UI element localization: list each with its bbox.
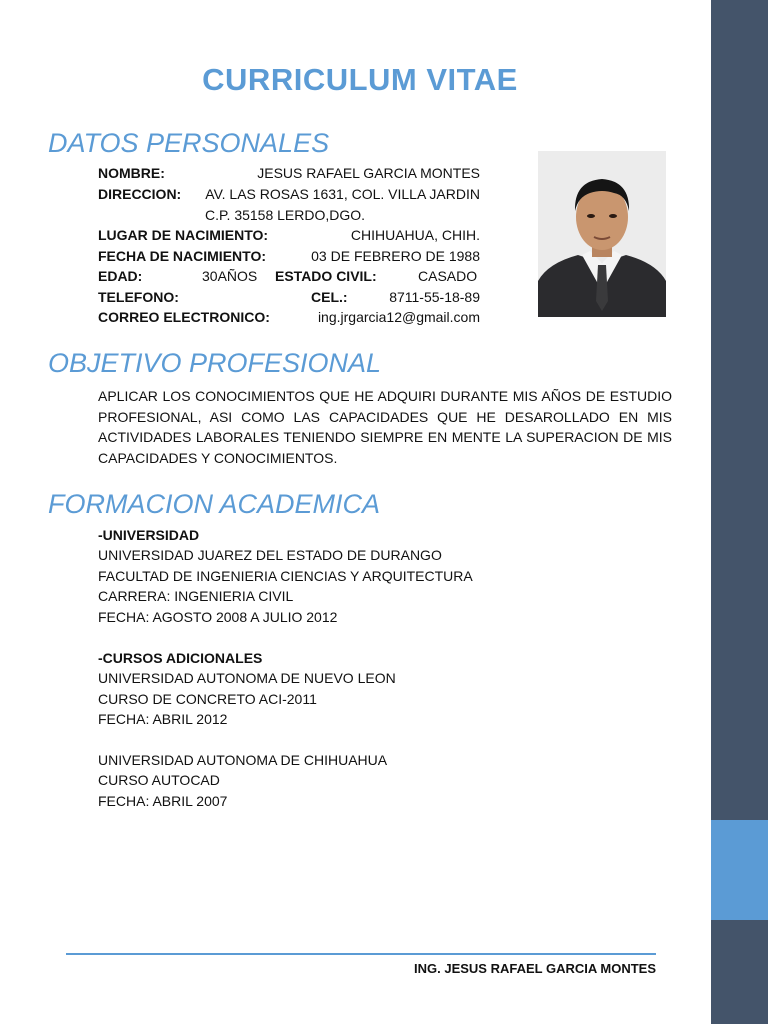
label-fecha-nacimiento: FECHA DE NACIMIENTO: <box>98 248 266 264</box>
course2-line: FECHA: ABRIL 2007 <box>98 793 228 809</box>
footer-divider <box>66 953 656 955</box>
value-direccion-line1: AV. LAS ROSAS 1631, COL. VILLA JARDIN <box>205 186 480 202</box>
sidebar-accent-block <box>711 820 768 920</box>
label-telefono: TELEFONO: <box>98 289 179 305</box>
objective-paragraph: APLICAR LOS CONOCIMIENTOS QUE HE ADQUIRI DURANTE MIS AÑOS DE ESTUDIO PROFESIONAL, ASI COMO LAS CAPACIDADES QUE HE DESAROLLADO EN MIS ACTIVIDADES LABORALES TENIENDO SIEMPRE EN MENTE LA SUPERACION DE MIS CAPACIDADES Y CONOCIMIENTOS. <box>98 388 672 466</box>
value-edad: 30AÑOS <box>202 268 258 284</box>
label-direccion: DIRECCION: <box>98 186 182 202</box>
profile-photo <box>538 151 666 317</box>
portrait-illustration <box>538 151 666 317</box>
value-nombre: JESUS RAFAEL GARCIA MONTES <box>257 165 480 181</box>
university-line: FECHA: AGOSTO 2008 A JULIO 2012 <box>98 609 338 625</box>
heading-datos-personales: DATOS PERSONALES <box>48 128 330 158</box>
label-estado-civil: ESTADO CIVIL: <box>275 268 377 284</box>
value-estado-civil: CASADO <box>418 268 478 284</box>
label-lugar-nacimiento: LUGAR DE NACIMIENTO: <box>98 227 269 243</box>
value-lugar-nacimiento: CHIHUAHUA, CHIH. <box>350 227 480 243</box>
course1-line: UNIVERSIDAD AUTONOMA DE NUEVO LEON <box>98 670 396 686</box>
course1-line: CURSO DE CONCRETO ACI-2011 <box>98 691 317 707</box>
page-title: CURRICULUM VITAE <box>202 62 518 97</box>
label-edad: EDAD: <box>98 268 143 284</box>
university-heading: -UNIVERSIDAD <box>98 527 200 543</box>
value-direccion-line2: C.P. 35158 LERDO,DGO. <box>205 207 366 223</box>
label-cel: CEL.: <box>311 289 348 305</box>
footer-name: ING. JESUS RAFAEL GARCIA MONTES <box>414 961 656 976</box>
value-fecha-nacimiento: 03 DE FEBRERO DE 1988 <box>311 248 480 264</box>
course2-line: UNIVERSIDAD AUTONOMA DE CHIHUAHUA <box>98 752 388 768</box>
value-correo: ing.jrgarcia12@gmail.com <box>317 309 480 325</box>
label-correo: CORREO ELECTRONICO: <box>98 309 270 325</box>
heading-objetivo-profesional: OBJETIVO PROFESIONAL <box>48 348 382 378</box>
course1-line: FECHA: ABRIL 2012 <box>98 711 228 727</box>
university-line: UNIVERSIDAD JUAREZ DEL ESTADO DE DURANGO <box>98 547 442 563</box>
courses-heading: -CURSOS ADICIONALES <box>98 650 263 666</box>
university-line: FACULTAD DE INGENIERIA CIENCIAS Y ARQUITECTURA <box>98 568 473 584</box>
value-cel: 8711-55-18-89 <box>389 289 480 305</box>
university-line: CARRERA: INGENIERIA CIVIL <box>98 588 294 604</box>
course2-line: CURSO AUTOCAD <box>98 772 220 788</box>
heading-formacion-academica: FORMACION ACADEMICA <box>48 489 381 519</box>
label-nombre: NOMBRE: <box>98 165 165 181</box>
